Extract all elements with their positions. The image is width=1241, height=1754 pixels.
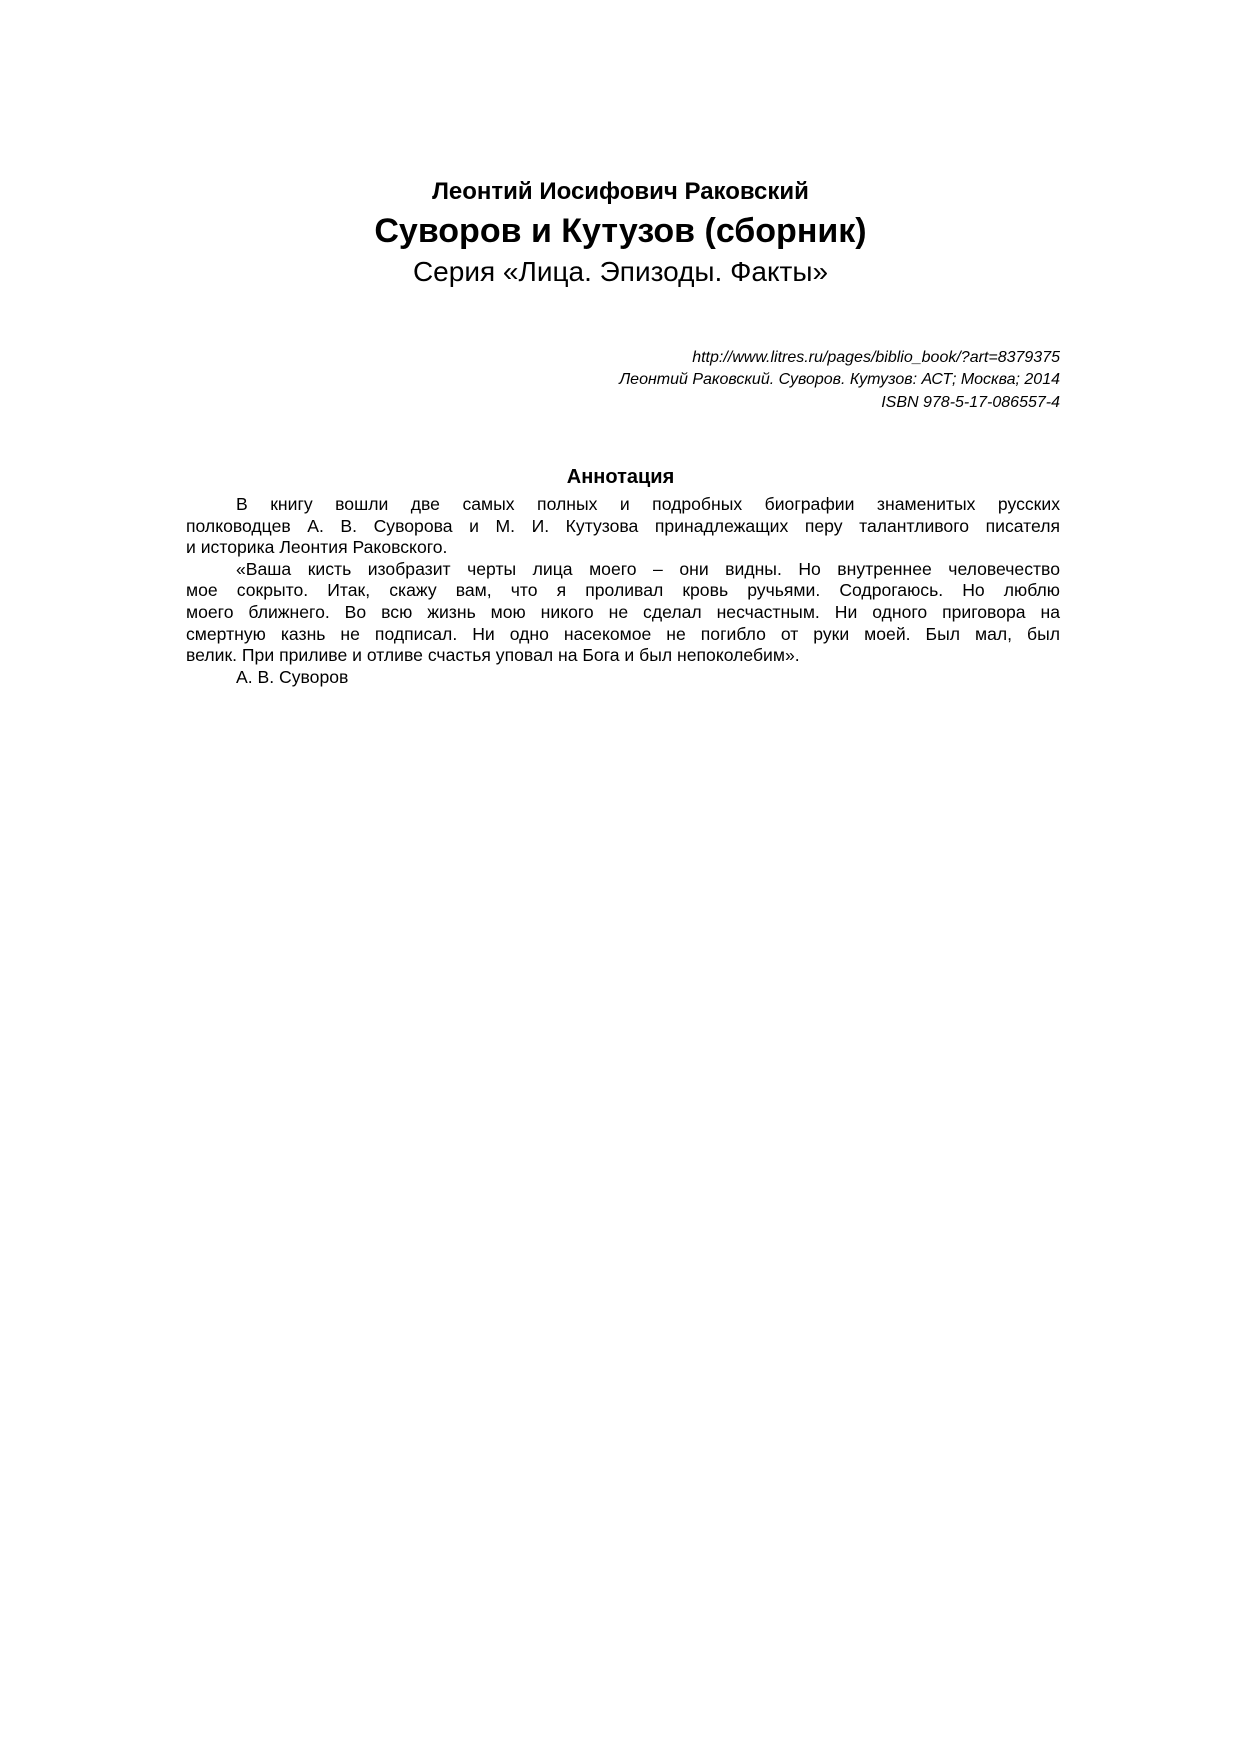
annotation-body xyxy=(186,494,1060,688)
book-title: Суворов и Кутузов (сборник) xyxy=(374,212,867,250)
text-line: В книгу вошли две самых полных и подробных биографии знаменитых русских xyxy=(236,494,1060,514)
annotation-heading: Аннотация xyxy=(566,466,675,488)
book-series: Серия «Лица. Эпизоды. Факты» xyxy=(412,256,829,287)
text-line: мое сокрыто. Итак, скажу вам, что я проливал кровь ручьями. Содрогаюсь. Но люблю xyxy=(186,580,1060,601)
text-line: и историка Леонтия Раковского. xyxy=(186,537,448,558)
text-line: «Ваша кисть изобразит черты лица моего – они видны. Но внутреннее человечество xyxy=(236,558,1060,579)
text-line: велик. При приливе и отливе счастья уповал на Бога и был непоколебим». xyxy=(186,645,800,666)
source-url: http://www.litres.ru/pages/biblio_book/?art=8379375 xyxy=(692,349,1060,366)
text-line: моего ближнего. Во всю жизнь мою никого не сделал несчастным. Ни одного приговора на xyxy=(186,601,1060,622)
quote-attribution: А. В. Суворов xyxy=(236,666,349,687)
book-author: Леонтий Иосифович Раковский xyxy=(432,178,809,205)
publication-info: Леонтий Раковский. Суворов. Кутузов: АСТ; Москва; 2014 xyxy=(619,371,1060,388)
isbn: ISBN 978-5-17-086557-4 xyxy=(881,394,1060,411)
text-line: полководцев А. В. Суворова и М. И. Кутузова принадлежащих перу талантливого писателя xyxy=(186,515,1060,536)
text-line: смертную казнь не подписал. Ни одно насекомое не погибло от руки моей. Был мал, был xyxy=(186,623,1060,644)
